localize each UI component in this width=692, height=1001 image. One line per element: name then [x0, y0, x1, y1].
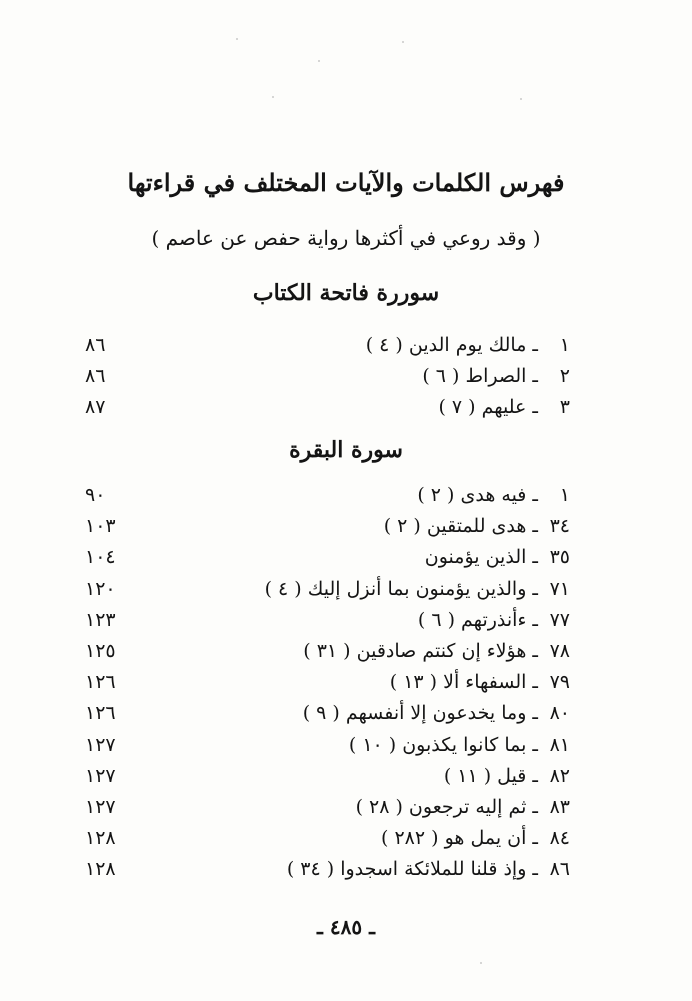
- entry-page-number: ٨٦: [85, 365, 106, 388]
- entry-text: ـ الذين يؤمنون: [424, 546, 538, 569]
- entry-text: ـ عليهم ( ٧ ): [438, 396, 538, 419]
- entry-text: ـ مالك يوم الدين ( ٤ ): [365, 334, 538, 356]
- entry-page-number: ١٢٧: [85, 795, 116, 818]
- index-entry: [85, 605, 570, 636]
- index-entry: [85, 392, 570, 423]
- entry-text: ـ قيل ( ١١ ): [443, 764, 538, 787]
- entry-page-number: ١٢٧: [85, 764, 116, 787]
- entry-page-number: ١٢٣: [85, 608, 116, 631]
- entry-page-number: ١٢٧: [85, 733, 116, 756]
- entry-page-number: ١٢٦: [85, 702, 116, 725]
- index-entry: [85, 330, 570, 361]
- entry-number: ٧٧: [549, 608, 570, 631]
- entry-number: ٧٨: [549, 639, 570, 662]
- scan-speck: [480, 962, 482, 964]
- entry-text: ـ وإذ قلنا للملائكة اسجدوا ( ٣٤ ): [286, 858, 538, 881]
- entry-number: ٣٤: [549, 515, 570, 538]
- entry-page-number: ١٢٨: [85, 858, 116, 881]
- index-entry: [85, 761, 570, 792]
- index-entry: [85, 361, 570, 392]
- page-title: فهرس الكلمات والآيات المختلف في قراءتها: [127, 168, 565, 197]
- index-entry: [85, 542, 570, 573]
- entry-page-number: ٨٦: [85, 334, 106, 356]
- index-entry: [85, 480, 570, 511]
- index-entry: [85, 667, 570, 698]
- section-heading-fatiha: سوررة فاتحة الكتاب: [252, 280, 440, 306]
- entry-number: ٧٩: [549, 671, 570, 694]
- entry-page-number: ٩٠: [85, 484, 106, 506]
- entry-number: ٨٤: [549, 827, 570, 850]
- entry-list-fatiha: [85, 330, 570, 424]
- entry-number: ٨١: [549, 733, 570, 756]
- scan-speck: [402, 41, 404, 43]
- entry-page-number: ١٢٦: [85, 671, 116, 694]
- entry-number: ٢: [559, 365, 570, 388]
- index-entry: [85, 730, 570, 761]
- entry-page-number: ٨٧: [85, 396, 106, 419]
- entry-text: ـ السفهاء ألا ( ١٣ ): [389, 671, 538, 694]
- index-entry: [85, 636, 570, 667]
- entry-number: ٣٥: [549, 546, 570, 569]
- entry-page-number: ١٢٠: [85, 577, 116, 600]
- entry-number: ٨٢: [549, 764, 570, 787]
- index-entry: [85, 511, 570, 542]
- page-subtitle: ( وقد روعي في أكثرها رواية حفص عن عاصم ): [151, 226, 541, 250]
- index-entry: [85, 574, 570, 605]
- index-entry: [85, 854, 570, 885]
- entry-number: ٨٣: [549, 795, 570, 818]
- entry-number: ٧١: [549, 577, 570, 600]
- entry-page-number: ١٢٨: [85, 827, 116, 850]
- entry-number: ٨٠: [549, 702, 570, 725]
- entry-text: ـ وما يخدعون إلا أنفسهم ( ٩ ): [302, 702, 538, 725]
- scan-speck: [236, 38, 238, 40]
- entry-number: ١: [559, 334, 570, 356]
- scan-speck: [272, 96, 274, 98]
- index-entry: [85, 823, 570, 854]
- entry-text: ـ الصراط ( ٦ ): [422, 365, 538, 388]
- entry-text: ـ بما كانوا يكذبون ( ١٠ ): [348, 733, 538, 756]
- entry-text: ـ فيه هدى ( ٢ ): [417, 484, 538, 506]
- entry-number: ١: [559, 484, 570, 506]
- entry-text: ـ ثم إليه ترجعون ( ٢٨ ): [355, 795, 538, 818]
- entry-text: ـ هؤلاء إن كنتم صادقين ( ٣١ ): [303, 639, 538, 662]
- entry-page-number: ١٢٥: [85, 639, 116, 662]
- section-heading-baqara: سورة البقرة: [289, 437, 403, 463]
- entry-list-baqara: [85, 480, 570, 885]
- index-entry: [85, 698, 570, 729]
- entry-text: ـ هدى للمتقين ( ٢ ): [383, 515, 538, 538]
- entry-number: ٨٦: [549, 858, 570, 881]
- entry-number: ٣: [559, 396, 570, 419]
- index-entry: [85, 792, 570, 823]
- entry-text: ـ والذين يؤمنون بما أنزل إليك ( ٤ ): [264, 577, 538, 600]
- page-number: ـ ٤٨٥ ـ: [317, 915, 375, 939]
- scan-speck: [318, 60, 320, 62]
- entry-text: ـ أن يمل هو ( ٢٨٢ ): [381, 827, 538, 850]
- entry-page-number: ١٠٤: [85, 546, 116, 569]
- entry-text: ـ ءأنذرتهم ( ٦ ): [417, 608, 538, 631]
- scan-speck: [520, 98, 522, 100]
- entry-page-number: ١٠٣: [85, 515, 116, 538]
